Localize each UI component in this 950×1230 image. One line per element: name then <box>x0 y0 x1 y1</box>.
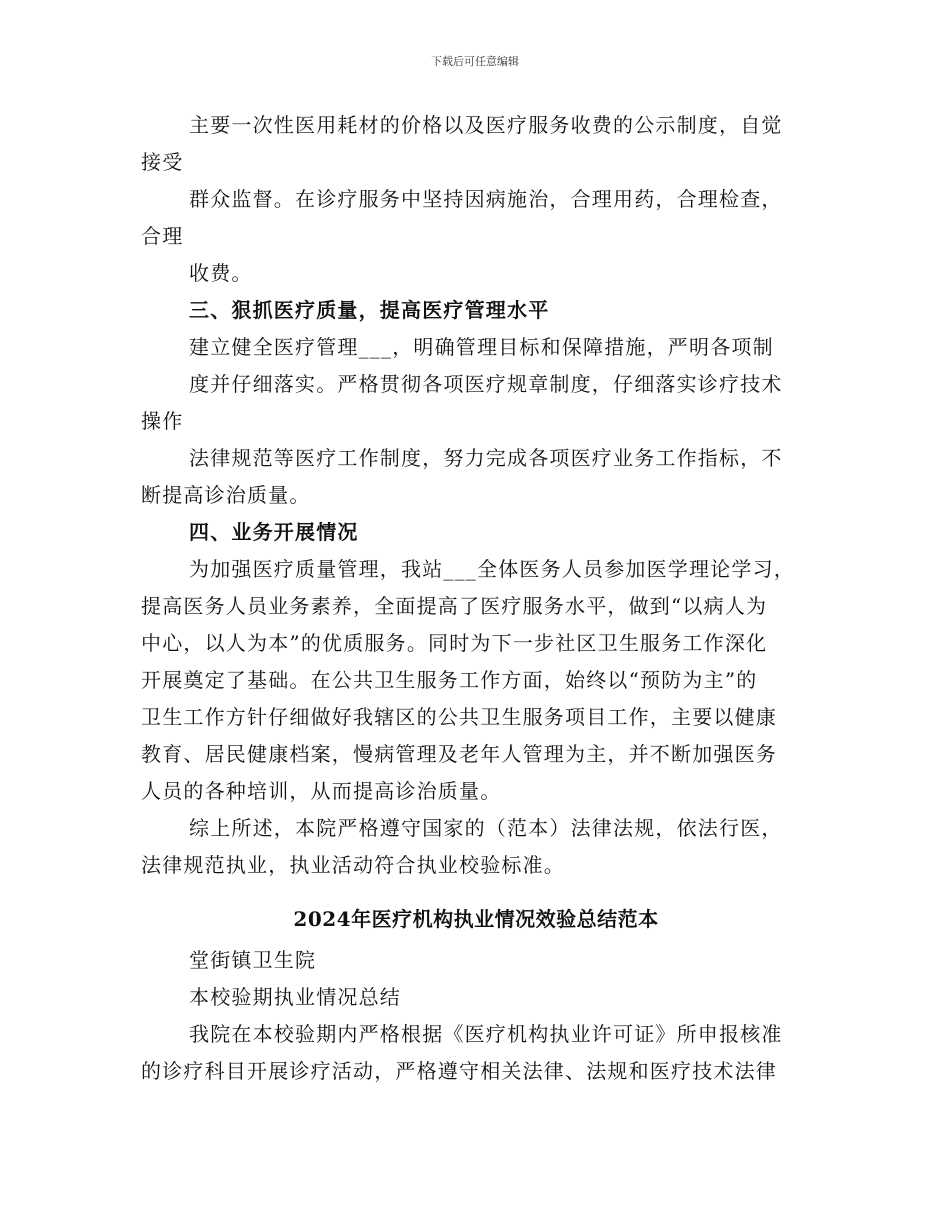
text-line: 开展奠定了基础。在公共卫生服务工作方面，始终以“预防为主”的 <box>141 668 758 692</box>
document-title: 2024年医疗机构执业情况效验总结范本 <box>293 907 659 931</box>
text-line: 为加强医疗质量管理，我站___全体医务人员参加医学理论学习， <box>189 557 795 581</box>
text-line: 操作 <box>141 409 184 433</box>
text-line: 群众监督。在诊疗服务中坚持因病施治，合理用药，合理检查， <box>189 187 783 211</box>
text-line: 堂街镇卫生院 <box>189 948 317 972</box>
document-section-2 <box>141 942 811 1090</box>
text-line: 综上所述，本院严格遵守国家的（范本）法律法规，依法行医， <box>189 816 783 840</box>
text-line: 我院在本校验期内严格根据《医疗机构执业许可证》所申报核准 <box>189 1022 783 1046</box>
text-line: 断提高诊治质量。 <box>141 483 311 507</box>
document-section-1 <box>141 107 811 884</box>
text-line: 度并仔细落实。严格贯彻各项医疗规章制度，仔细落实诊疗技术 <box>189 372 783 396</box>
text-line: 教育、居民健康档案，慢病管理及老年人管理为主，并不断加强医务 <box>141 742 777 766</box>
text-line: 提高医务人员业务素养，全面提高了医疗服务水平，做到“以病人为 <box>141 594 768 618</box>
text-line: 合理 <box>141 224 184 248</box>
page-header-note: 下载后可任意编辑 <box>431 55 519 68</box>
text-line: 法律规范等医疗工作制度，努力完成各项医疗业务工作指标，不 <box>189 446 783 470</box>
section-heading: 四、业务开展情况 <box>189 520 359 544</box>
text-line: 中心，以人为本”的优质服务。同时为下一步社区卫生服务工作深化 <box>141 631 768 655</box>
text-line: 卫生工作方针仔细做好我辖区的公共卫生服务项目工作，主要以健康 <box>141 705 777 729</box>
text-line: 法律规范执业，执业活动符合执业校验标准。 <box>141 853 565 877</box>
section-heading: 三、狠抓医疗质量，提高医疗管理水平 <box>189 298 550 322</box>
text-line: 本校验期执业情况总结 <box>189 985 401 1009</box>
text-line: 主要一次性医用耗材的价格以及医疗服务收费的公示制度，自觉 <box>189 113 783 137</box>
text-line: 建立健全医疗管理___，明确管理目标和保障措施，严明各项制 <box>189 335 774 359</box>
text-line: 人员的各种培训，从而提高诊治质量。 <box>141 779 502 803</box>
text-line: 接受 <box>141 150 184 174</box>
document-body <box>141 107 811 1090</box>
text-line: 收费。 <box>189 261 253 285</box>
text-line: 的诊疗科目开展诊疗活动，严格遵守相关法律、法规和医疗技术法律 <box>141 1059 777 1083</box>
